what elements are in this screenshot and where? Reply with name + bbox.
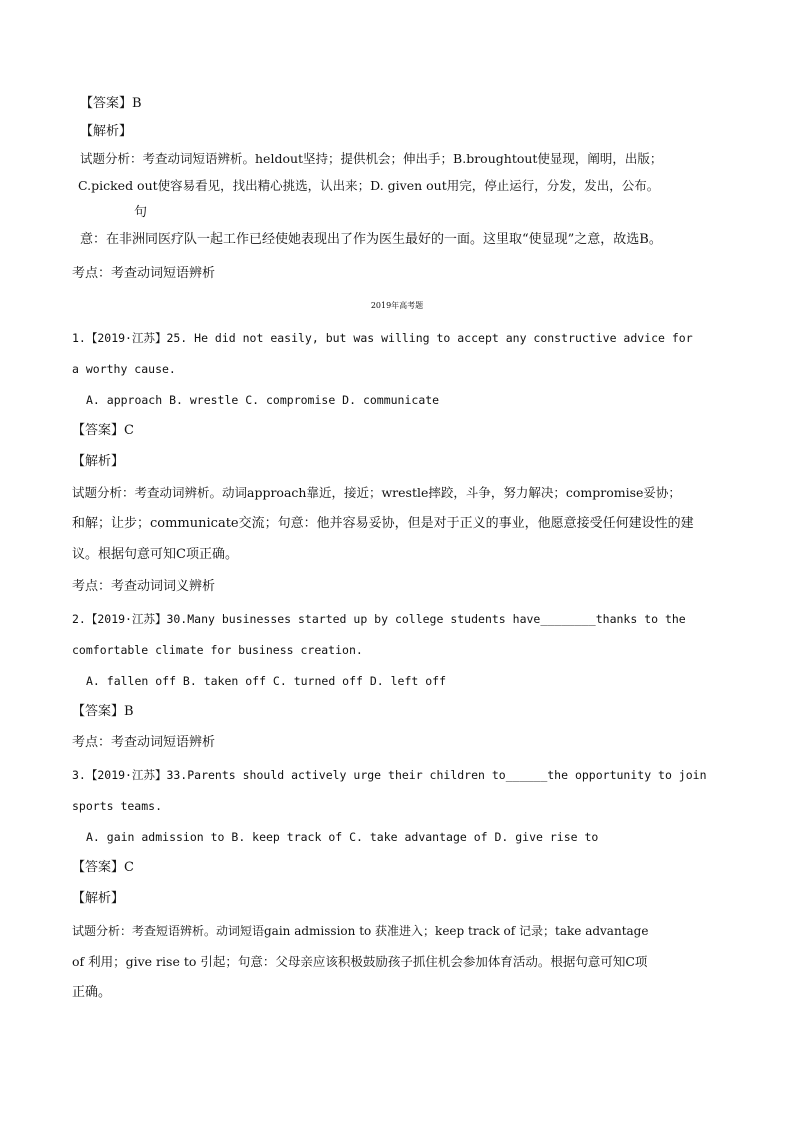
- q1-stem-line-1: 1.【2019·江苏】25. He did not easily, but was willing to accept any constructive advice for: [72, 331, 693, 345]
- q2-options: A. fallen off B. taken off C. turned off D. left off: [86, 674, 447, 688]
- q3-stem-line-1: 3.【2019·江苏】33.Parents should actively urge their children to______the opportunity to join: [72, 768, 707, 782]
- q1-analysis-line-1: 试题分析：考查动词辨析。动词approach靠近，接近；wrestle摔跤，斗争，努力解决；compromise妥协；: [72, 485, 681, 500]
- prev-analysis-line-4: 意：在非洲同医疗队一起工作已经使她表现出了作为医生最好的一面。这里取“使显现”之意，故选B。: [80, 232, 662, 247]
- prev-analysis-line-2: C.picked out使容易看见，找出精心挑选，认出来；D. given out用完，停止运行，分发，发出，公布。: [78, 178, 660, 193]
- prev-analysis-heading: 【解析】: [80, 124, 133, 139]
- q2-point: 考点：考查动词短语辨析: [72, 735, 216, 750]
- q1-analysis-heading: 【解析】: [72, 454, 125, 469]
- prev-point: 考点：考查动词短语辨析: [72, 266, 216, 281]
- q1-answer: 【答案】C: [72, 423, 134, 438]
- q3-analysis-heading: 【解析】: [72, 891, 125, 906]
- q2-stem-line-2: comfortable climate for business creation.: [72, 643, 363, 657]
- q3-options: A. gain admission to B. keep track of C. take advantage of D. give rise to: [86, 830, 599, 844]
- q2-stem-line-1: 2.【2019·江苏】30.Many businesses started up by college students have________thanks to the: [72, 612, 686, 626]
- prev-analysis-line-1: 试题分析：考查动词短语辨析。heldout坚持；提供机会；伸出手；B.broughtout使显现，阐明，出版；: [80, 151, 663, 166]
- q2-answer: 【答案】B: [72, 704, 134, 719]
- section-title: 2019年高考题: [370, 301, 424, 310]
- q3-analysis-line-2: of 利用；give rise to 引起；句意：父母亲应该积极鼓励孩子抓住机会参加体育活动。根据句意可知C项: [72, 954, 648, 969]
- q1-stem-line-2: a worthy cause.: [72, 362, 176, 376]
- prev-answer: 【答案】B: [80, 96, 142, 111]
- q1-analysis-line-2: 和解；让步；communicate交流；句意：他并容易妥协，但是对于正义的事业，他愿意接受任何建设性的建: [72, 516, 694, 531]
- prev-analysis-line-3: 句: [134, 205, 148, 220]
- q1-analysis-line-3: 议。根据句意可知C项正确。: [72, 547, 238, 562]
- q1-point: 考点：考查动词词义辨析: [72, 579, 216, 594]
- q3-answer: 【答案】C: [72, 860, 134, 875]
- q3-analysis-line-3: 正确。: [72, 985, 112, 1000]
- q1-options: A. approach B. wrestle C. compromise D. communicate: [86, 393, 440, 407]
- q3-stem-line-2: sports teams.: [72, 799, 163, 813]
- q3-analysis-line-1: 试题分析：考查短语辨析。动词短语gain admission to 获准进入；keep track of 记录；take advantage: [72, 924, 649, 938]
